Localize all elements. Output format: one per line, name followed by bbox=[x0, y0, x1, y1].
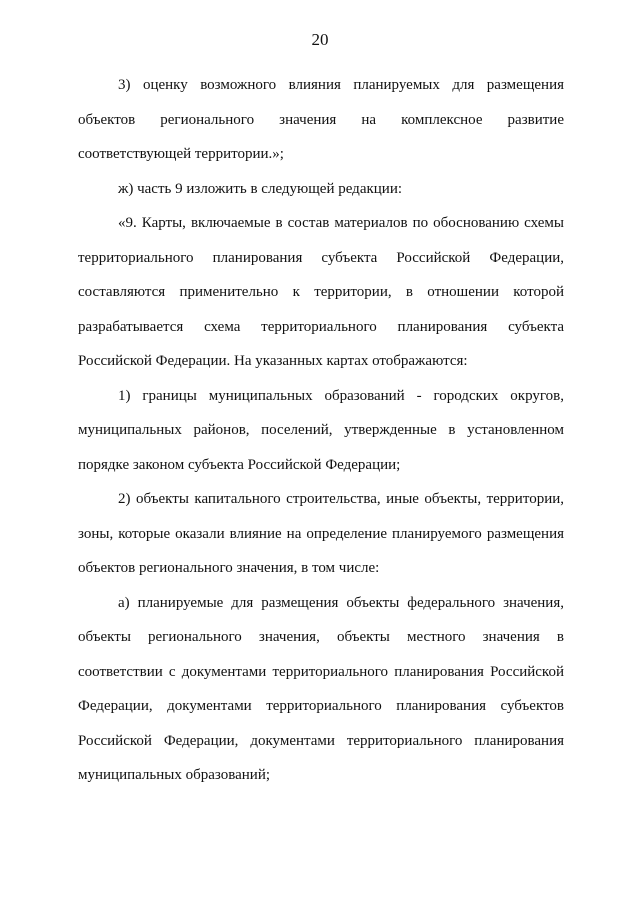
paragraph-item-2: 2) объекты капитального строительства, иные объекты, территории, зоны, которые оказали влияние на определение планируемого размещения объектов регионального значения, в том числе: bbox=[78, 491, 564, 576]
document-body bbox=[78, 68, 564, 793]
paragraph-part-9: «9. Карты, включаемые в состав материалов по обоснованию схемы территориального планирования субъекта Российской Федерации, составляются применительно к территории, в отношении которой разрабатывается схема территориального планирования субъекта Российской Федерации. На указанных картах отображаются: bbox=[78, 215, 564, 369]
page-number: 20 bbox=[311, 30, 329, 49]
paragraph-item-1: 1) границы муниципальных образований - городских округов, муниципальных районов, поселений, утвержденные в установленном порядке законом субъекта Российской Федерации; bbox=[78, 387, 564, 473]
paragraph-part-zh: ж) часть 9 изложить в следующей редакции: bbox=[118, 180, 403, 197]
paragraph-item-3: 3) оценку возможного влияния планируемых для размещения объектов регионального значения на комплексное развитие соответствующей территории.»; bbox=[78, 77, 564, 162]
paragraph-subitem-a: а) планируемые для размещения объекты федерального значения, объекты регионального значения, объекты местного значения в соответствии с документами территориального планирования Российской Федерации, документами территориального планирования субъектов Российской Федерации, документами территориального планирования муниципальных образований; bbox=[78, 594, 564, 783]
